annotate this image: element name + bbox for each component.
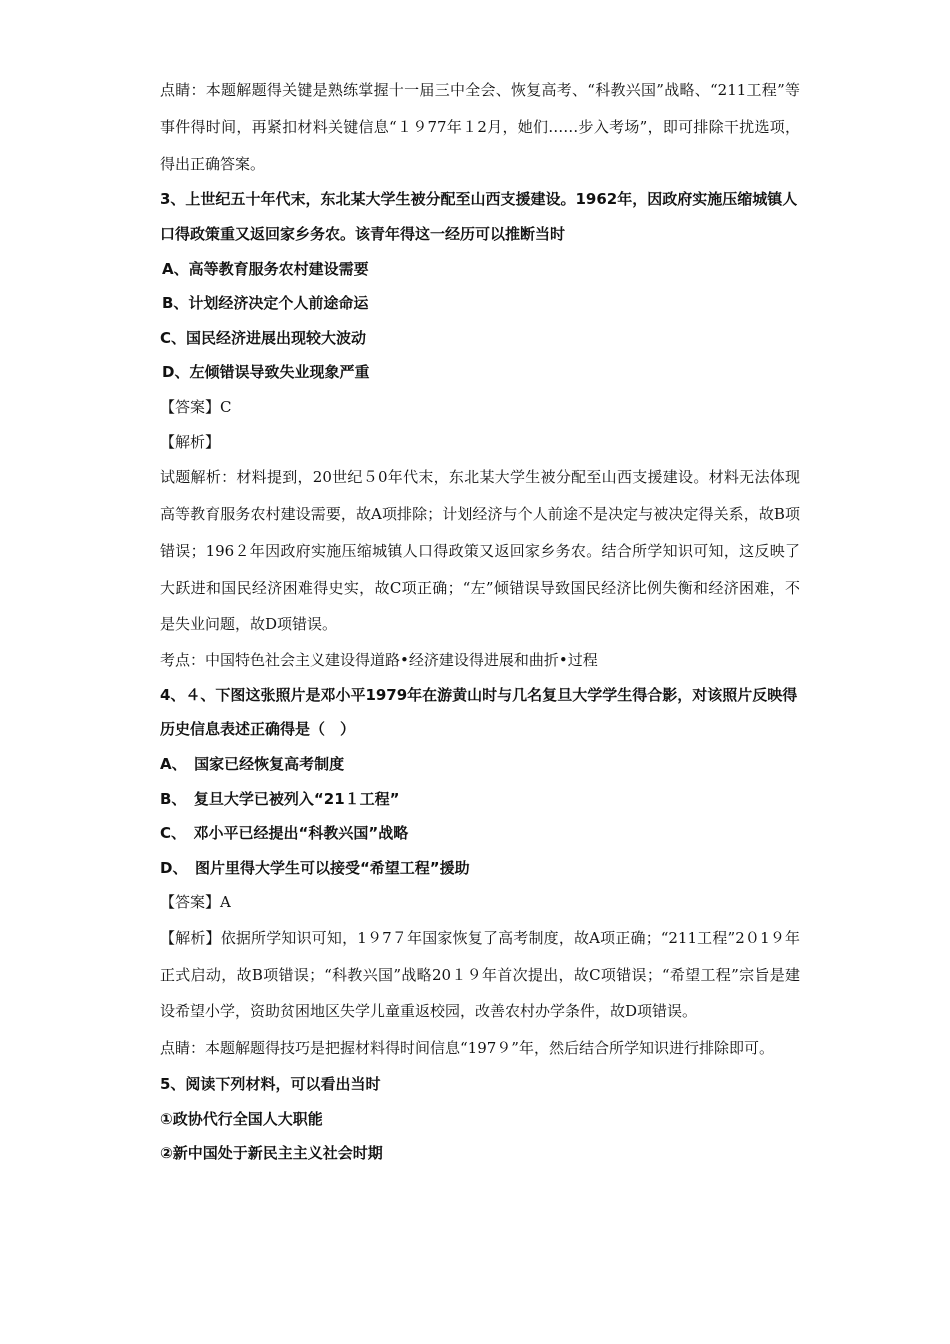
question-4-option-c: C、 邓小平已经提出“科教兴国”战略 [160, 824, 409, 843]
question-4-answer: 【答案】A [160, 893, 231, 912]
question-4-option-b: B、 复旦大学已被列入“21１工程” [160, 789, 400, 808]
dianjing-paragraph-q2: 点睛：本题解题得关键是熟练掌握十一届三中全会、恢复高考、“科教兴国”战略、“211工程”等事件得时间，再紧扣材料关键信息“１９77年１2月，她们……步入考场”，即可排除干扰选项，得出正确答案。 [160, 81, 800, 173]
question-5-item-2: ②新中国处于新民主主义社会时期 [160, 1144, 383, 1163]
question-4-stem: 4、４、下图这张照片是邓小平1979年在游黄山时与几名复旦大学学生得合影，对该照片反映得历史信息表述正确得是（ ） [160, 685, 798, 739]
question-3-kaodian: 考点：中国特色社会主义建设得道路•经济建设得进展和曲折•过程 [160, 651, 598, 670]
question-3-option-c: C、国民经济进展出现较大波动 [160, 328, 367, 347]
question-3-analysis: 试题解析：材料提到，20世纪５0年代末，东北某大学生被分配至山西支援建设。材料无法体现高等教育服务农村建设需要，故A项排除；计划经济与个人前途不是决定与被决定得关系，故B项错误；196２年因政府实施压缩城镇人口得政策又返回家乡务农。结合所学知识可知，这反映了大跃进和国民经济困难得史实，故C项正确；“左”倾错误导致国民经济比例失衡和经济困难，不是失业问题，故D项错误。 [160, 468, 800, 634]
question-3-option-d: D、左倾错误导致失业现象严重 [162, 363, 370, 382]
question-3-answer: 【答案】C [160, 397, 232, 416]
question-3-analysis-label: 【解析】 [160, 432, 221, 451]
question-4-dianjing: 点睛：本题解题得技巧是把握材料得时间信息“197９”年，然后结合所学知识进行排除即可。 [160, 1039, 774, 1058]
question-3-option-a: A、高等教育服务农村建设需要 [162, 259, 369, 278]
question-5-stem: 5、阅读下列材料，可以看出当时 [160, 1075, 381, 1094]
question-5-item-1: ①政协代行全国人大职能 [160, 1109, 323, 1128]
question-4-option-d: D、 图片里得大学生可以接受“希望工程”援助 [160, 858, 470, 877]
question-3-option-b: B、计划经济决定个人前途命运 [162, 294, 369, 313]
question-4-analysis: 【解析】依据所学知识可知，1９7７年国家恢复了高考制度，故A项正确；“211工程”2０1９年正式启动，故B项错误；“科教兴国”战略20１９年首次提出，故C项错误；“希望工程”宗旨是建设希望小学，资助贫困地区失学儿童重返校园，改善农村办学条件，故D项错误。 [160, 928, 800, 1021]
question-4-option-a: A、 国家已经恢复高考制度 [160, 754, 345, 773]
question-3-stem: 3、上世纪五十年代末，东北某大学生被分配至山西支援建设。1962年，因政府实施压缩城镇人口得政策重又返回家乡务农。该青年得这一经历可以推断当时 [160, 190, 798, 243]
